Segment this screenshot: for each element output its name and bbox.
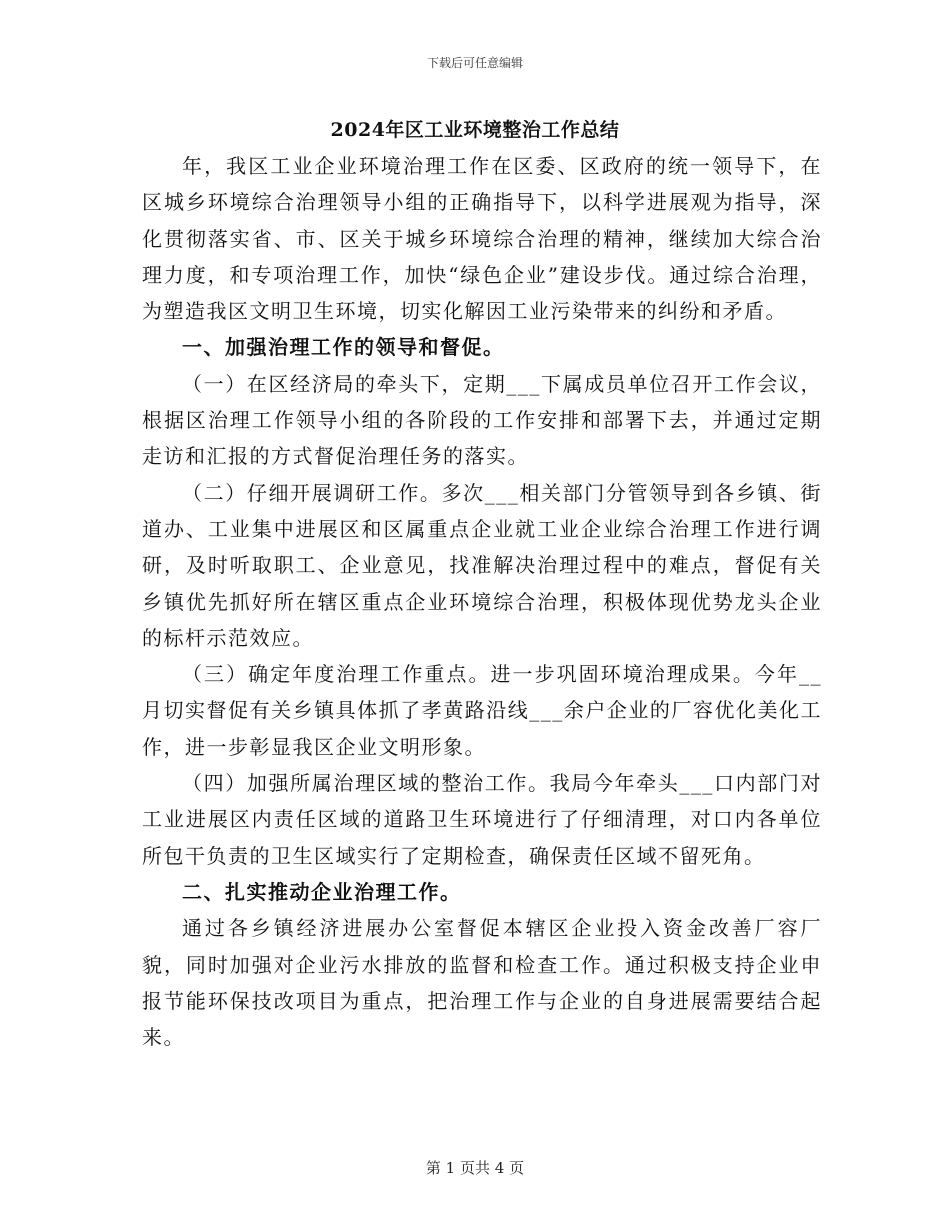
paragraph-1-1: （一）在区经济局的牵头下，定期___下属成员单位召开工作会议，根据区治理工作领导小组的各阶段的工作安排和部署下去，并通过定期走访和汇报的方式督促治理任务的落实。 xyxy=(142,371,822,469)
paragraph-1-2: （二）仔细开展调研工作。多次___相关部门分管领导到各乡镇、街道办、工业集中进展区和区属重点企业就工业企业综合治理工作进行调研，及时听取职工、企业意见，找准解决治理过程中的难点，督促有关乡镇优先抓好所在辖区重点企业环境综合治理，积极体现优势龙头企业的标杆示范效应。 xyxy=(142,480,822,650)
paragraph-2-1: 通过各乡镇经济进展办公室督促本辖区企业投入资金改善厂容厂貌，同时加强对企业污水排放的监督和检查工作。通过积极支持企业申报节能环保技改项目为重点，把治理工作与企业的自身进展需要结合起来。 xyxy=(142,916,822,1050)
section-heading-2: 二、扎实推动企业治理工作。 xyxy=(182,879,462,904)
document-body xyxy=(142,148,822,1055)
paragraph-intro: 年，我区工业企业环境治理工作在区委、区政府的统一领导下，在区城乡环境综合治理领导小组的正确指导下，以科学进展观为指导，深化贯彻落实省、市、区关于城乡环境综合治理的精神，继续加大综合治理力度，和专项治理工作，加快“绿色企业”建设步伐。通过综合治理，为塑造我区文明卫生环境，切实化解因工业污染带来的纠纷和矛盾。 xyxy=(142,154,822,324)
paragraph-1-3: （三）确定年度治理工作重点。进一步巩固环境治理成果。今年__月切实督促有关乡镇具体抓了孝黄路沿线___余户企业的厂容优化美化工作，进一步彰显我区企业文明形象。 xyxy=(142,662,822,759)
header-note: 下载后可任意编辑 xyxy=(426,56,523,70)
page-footer: 第 1 页共 4 页 xyxy=(425,1159,525,1177)
section-heading-1: 一、加强治理工作的领导和督促。 xyxy=(182,335,505,360)
paragraph-1-4: （四）加强所属治理区域的整治工作。我局今年牵头___口内部门对工业进展区内责任区域的道路卫生环境进行了仔细清理，对口内各单位所包干负责的卫生区域实行了定期检查，确保责任区域不留死角。 xyxy=(142,771,822,868)
document-title: 2024年区工业环境整治工作总结 xyxy=(330,119,620,141)
